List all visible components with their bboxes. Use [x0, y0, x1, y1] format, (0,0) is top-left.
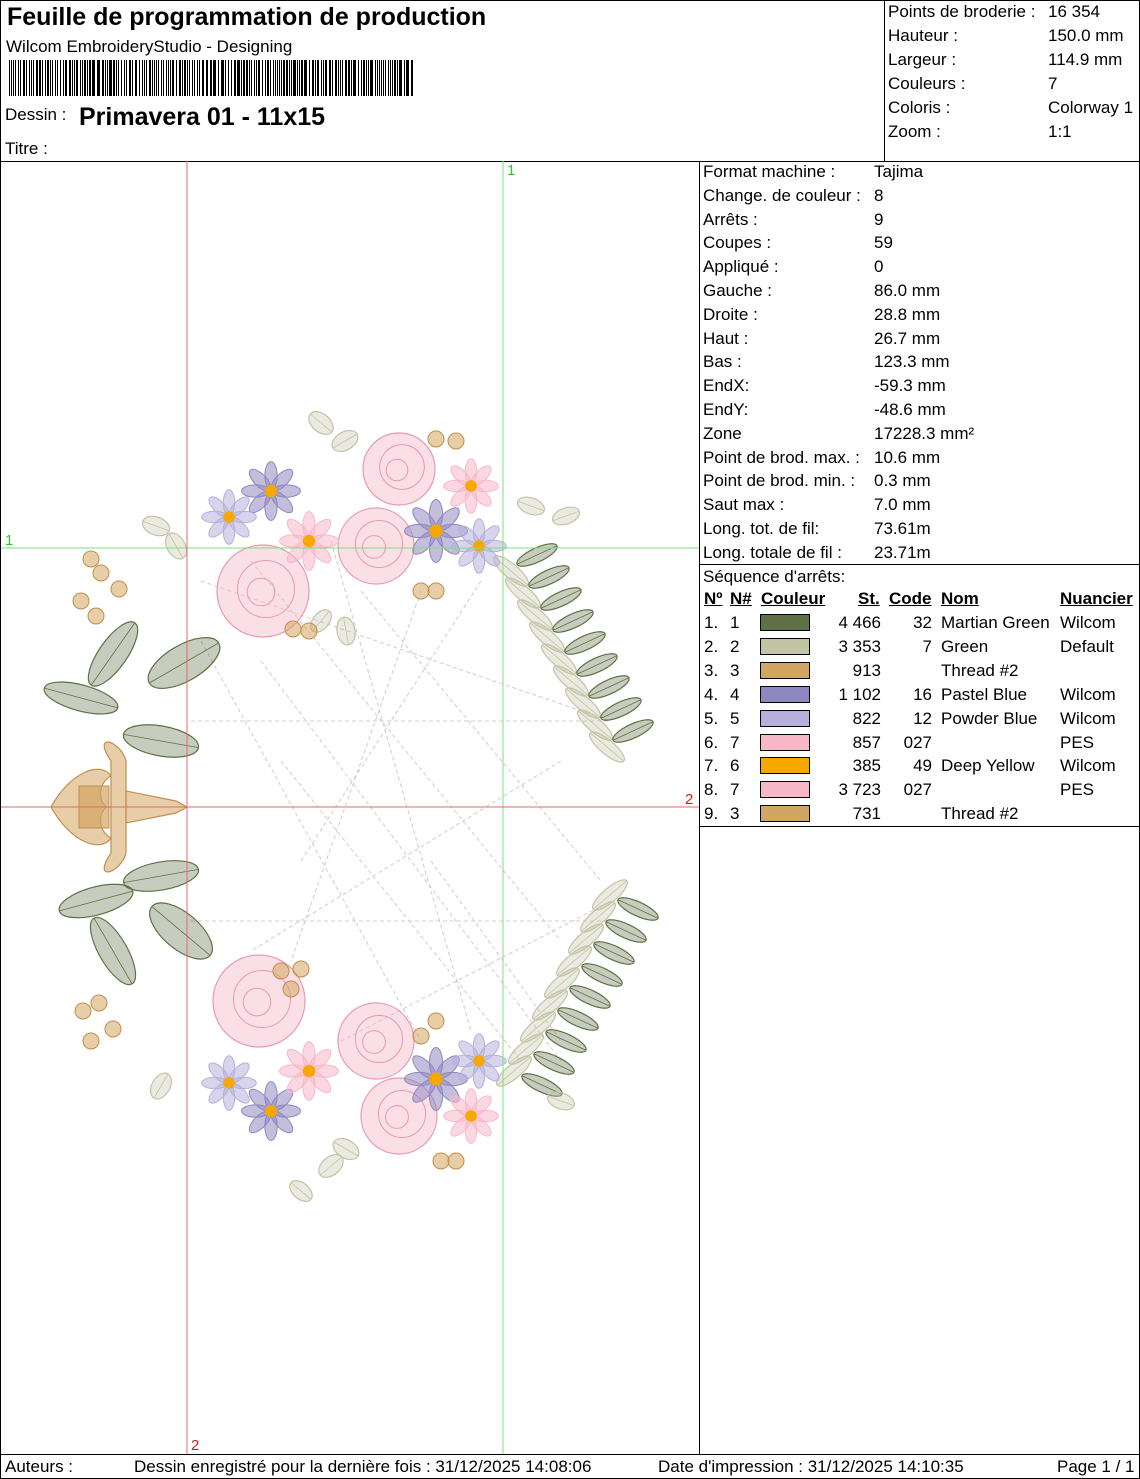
jump-line — [361, 591, 601, 881]
detail-value: 9 — [874, 209, 884, 229]
seq-chart: Wilcom — [1060, 756, 1116, 776]
flower-center — [429, 1072, 442, 1085]
detail-key: EndX: — [703, 376, 750, 396]
berry — [91, 995, 107, 1011]
summary-value: Colorway 1 — [1048, 98, 1134, 117]
detail-value: 0 — [874, 257, 884, 277]
summary-value: 150.0 mm — [1048, 26, 1124, 45]
summary-value: 7 — [1048, 74, 1058, 93]
saved-date: Dessin enregistré pour la dernière fois : 31/12/2025 14:08:06 — [134, 1457, 592, 1476]
berry — [75, 1003, 91, 1019]
seq-needle: 1 — [730, 613, 740, 632]
seq-thread-name: Deep Yellow — [941, 756, 1035, 776]
flower-center — [223, 1077, 234, 1088]
berry — [273, 963, 289, 979]
col-header-nom: Nom — [941, 589, 979, 608]
detail-value: 8 — [874, 185, 884, 205]
berry — [73, 593, 89, 609]
page-number: Page 1 / 1 — [1057, 1457, 1135, 1476]
seq-no: 4. — [704, 684, 719, 704]
seq-stitches: 731 — [852, 804, 881, 824]
seq-needle: 6 — [730, 756, 740, 776]
seq-chart: Wilcom — [1060, 684, 1116, 704]
wreath-artwork — [41, 407, 661, 1205]
berry — [105, 1021, 121, 1037]
detail-value: 7.0 mm — [874, 495, 931, 515]
seq-thread-name: Powder Blue — [941, 708, 1038, 728]
empty-area — [700, 827, 1140, 1454]
seq-chart: PES — [1060, 732, 1095, 752]
detail-key: Point de brod. min. : — [703, 471, 856, 491]
sequence-row — [700, 754, 1140, 778]
detail-value: 28.8 mm — [874, 304, 941, 324]
design-name: Primavera 01 - 11x15 — [79, 103, 326, 131]
berry — [448, 1153, 464, 1169]
seq-stitches: 857 — [852, 732, 881, 752]
flower-center — [303, 535, 315, 547]
seq-needle: 7 — [730, 732, 740, 752]
seq-code: 32 — [913, 613, 932, 632]
detail-key: Saut max : — [703, 495, 785, 515]
summary-value: 1:1 — [1048, 122, 1072, 141]
detail-value: 73.61m — [874, 519, 931, 538]
flower-center — [465, 480, 476, 491]
detail-value: 59 — [874, 233, 893, 253]
color-swatch — [760, 734, 810, 751]
details-panel — [700, 161, 1140, 827]
sheet-title: Feuille de programmation de production — [7, 3, 487, 31]
seq-thread-name: Pastel Blue — [941, 684, 1027, 704]
seq-no: 1. — [704, 613, 719, 632]
sequence-row — [700, 778, 1140, 802]
seq-code: 12 — [913, 708, 932, 728]
detail-key: EndY: — [703, 400, 749, 419]
berry — [93, 565, 109, 581]
berry — [413, 583, 429, 599]
detail-key: Zone — [703, 423, 742, 443]
embroidery-preview — [1, 161, 699, 1454]
color-swatch — [760, 686, 810, 703]
berry — [428, 1013, 444, 1029]
detail-key: Bas : — [703, 352, 742, 372]
seq-thread-name: Green — [941, 636, 989, 656]
detail-key: Haut : — [703, 328, 749, 348]
seq-no: 3. — [704, 660, 719, 680]
header-left — [1, 1, 885, 161]
berry — [293, 961, 309, 977]
header — [0, 0, 1140, 162]
detail-key: Droite : — [703, 304, 758, 324]
seq-needle: 7 — [730, 780, 740, 800]
col-header-code: Code — [889, 589, 932, 608]
summary-key: Hauteur : — [888, 26, 958, 45]
berry — [111, 581, 127, 597]
flower-center — [473, 540, 484, 551]
detail-key: Point de brod. max. : — [703, 447, 860, 467]
detail-key: Long. tot. de fil: — [703, 519, 820, 538]
berry — [413, 1028, 429, 1044]
seq-stitches: 385 — [852, 756, 881, 776]
summary-key: Couleurs : — [888, 74, 966, 93]
detail-key: Arrêts : — [703, 209, 758, 229]
flower-center — [223, 511, 234, 522]
detail-value: -48.6 mm — [874, 400, 946, 419]
sequence-row — [700, 802, 1140, 826]
sequence-row — [700, 707, 1140, 731]
seq-needle: 4 — [730, 684, 740, 704]
seq-stitches: 822 — [852, 708, 881, 728]
seq-chart: PES — [1060, 780, 1095, 800]
detail-key: Gauche : — [703, 281, 772, 300]
details-list — [700, 161, 1140, 565]
seq-code: 027 — [903, 780, 932, 800]
berry — [285, 621, 301, 637]
detail-value: 26.7 mm — [874, 328, 941, 348]
green-top-marker: 1 — [507, 162, 516, 179]
summary-value: 16 354 — [1048, 2, 1100, 21]
berry — [428, 583, 444, 599]
summary-key: Largeur : — [888, 50, 957, 69]
sequence-title: Séquence d'arrêts: — [703, 567, 846, 586]
berry — [433, 1153, 449, 1169]
design-label: Dessin : — [5, 105, 67, 124]
seq-needle: 5 — [730, 708, 740, 728]
title-label: Titre : — [5, 139, 48, 158]
berry — [428, 431, 444, 447]
footer — [0, 1454, 1140, 1479]
berry — [88, 608, 104, 624]
col-header-st: St. — [858, 589, 880, 608]
detail-value: 123.3 mm — [874, 352, 950, 372]
color-swatch — [760, 638, 810, 655]
detail-key: Long. totale de fil : — [703, 542, 842, 562]
color-swatch — [760, 614, 810, 631]
col-header-nuancier: Nuancier — [1060, 589, 1133, 608]
seq-chart: Wilcom — [1060, 708, 1116, 728]
color-swatch — [760, 757, 810, 774]
detail-value: Tajima — [874, 162, 924, 181]
col-header-couleur: Couleur — [761, 589, 826, 608]
color-swatch — [760, 710, 810, 727]
detail-value: 0.3 mm — [874, 471, 931, 491]
sequence-row — [700, 731, 1140, 755]
detail-value: 86.0 mm — [874, 281, 941, 300]
color-swatch — [760, 805, 810, 822]
berry — [448, 433, 464, 449]
seq-code: 7 — [922, 636, 932, 656]
seq-needle: 2 — [730, 636, 740, 656]
seq-code: 027 — [903, 732, 932, 752]
app-name: Wilcom EmbroideryStudio - Designing — [6, 37, 293, 56]
flower-center — [429, 524, 442, 537]
col-header-no: Nº — [704, 589, 723, 608]
detail-value: 10.6 mm — [874, 447, 941, 467]
summary-key: Zoom : — [888, 122, 941, 141]
color-swatch — [760, 781, 810, 798]
seq-stitches: 913 — [852, 660, 881, 680]
seq-needle: 3 — [730, 804, 740, 824]
color-swatch — [760, 662, 810, 679]
berry — [83, 551, 99, 567]
flower-center — [265, 1105, 277, 1117]
col-header-n: N# — [730, 589, 752, 608]
seq-stitches: 4 466 — [838, 613, 881, 632]
seq-code: 49 — [913, 756, 932, 776]
seq-no: 5. — [704, 708, 719, 728]
sequence-row — [700, 659, 1140, 683]
sequence-row — [700, 683, 1140, 707]
seq-thread-name: Thread #2 — [941, 660, 1019, 680]
seq-no: 9. — [704, 804, 719, 824]
summary-value: 114.9 mm — [1048, 50, 1123, 69]
flower-center — [465, 1110, 476, 1121]
red-bottom-marker: 2 — [191, 1437, 200, 1454]
authors-label: Auteurs : — [5, 1457, 74, 1476]
summary-key: Points de broderie : — [888, 2, 1036, 21]
red-right-marker: 2 — [685, 791, 694, 808]
detail-value: -59.3 mm — [874, 376, 946, 396]
seq-chart: Wilcom — [1060, 613, 1116, 632]
berry — [283, 981, 299, 997]
berry — [301, 623, 317, 639]
design-preview — [0, 161, 700, 1454]
seq-no: 7. — [704, 756, 719, 776]
seq-thread-name: Thread #2 — [941, 804, 1019, 824]
detail-key: Coupes : — [703, 233, 772, 253]
seq-stitches: 3 723 — [838, 780, 881, 800]
sequence-row — [700, 635, 1140, 659]
seq-no: 8. — [704, 780, 719, 800]
barcode — [9, 60, 417, 96]
sequence-row — [700, 611, 1140, 635]
jump-line — [251, 761, 561, 951]
flower-center — [473, 1055, 484, 1066]
detail-key: Format machine : — [703, 162, 836, 181]
detail-key: Change. de couleur : — [703, 185, 861, 205]
summary-stats — [885, 1, 1139, 161]
rose — [213, 955, 305, 1047]
seq-code: 16 — [913, 684, 932, 704]
seq-stitches: 1 102 — [838, 684, 881, 704]
green-left-marker: 1 — [5, 532, 14, 549]
seq-chart: Default — [1060, 636, 1114, 656]
seq-thread-name: Martian Green — [941, 613, 1050, 632]
seq-stitches: 3 353 — [838, 636, 881, 656]
detail-key: Appliqué : — [703, 257, 779, 277]
seq-no: 2. — [704, 636, 719, 656]
seq-needle: 3 — [730, 660, 740, 680]
detail-value: 23.71m — [874, 542, 931, 562]
summary-key: Coloris : — [888, 98, 951, 117]
berry — [83, 1033, 99, 1049]
flower-center — [303, 1065, 315, 1077]
flower-center — [265, 485, 277, 497]
detail-value: 17228.3 mm² — [874, 423, 975, 443]
print-date: Date d'impression : 31/12/2025 14:10:35 — [658, 1457, 964, 1476]
seq-no: 6. — [704, 732, 719, 752]
